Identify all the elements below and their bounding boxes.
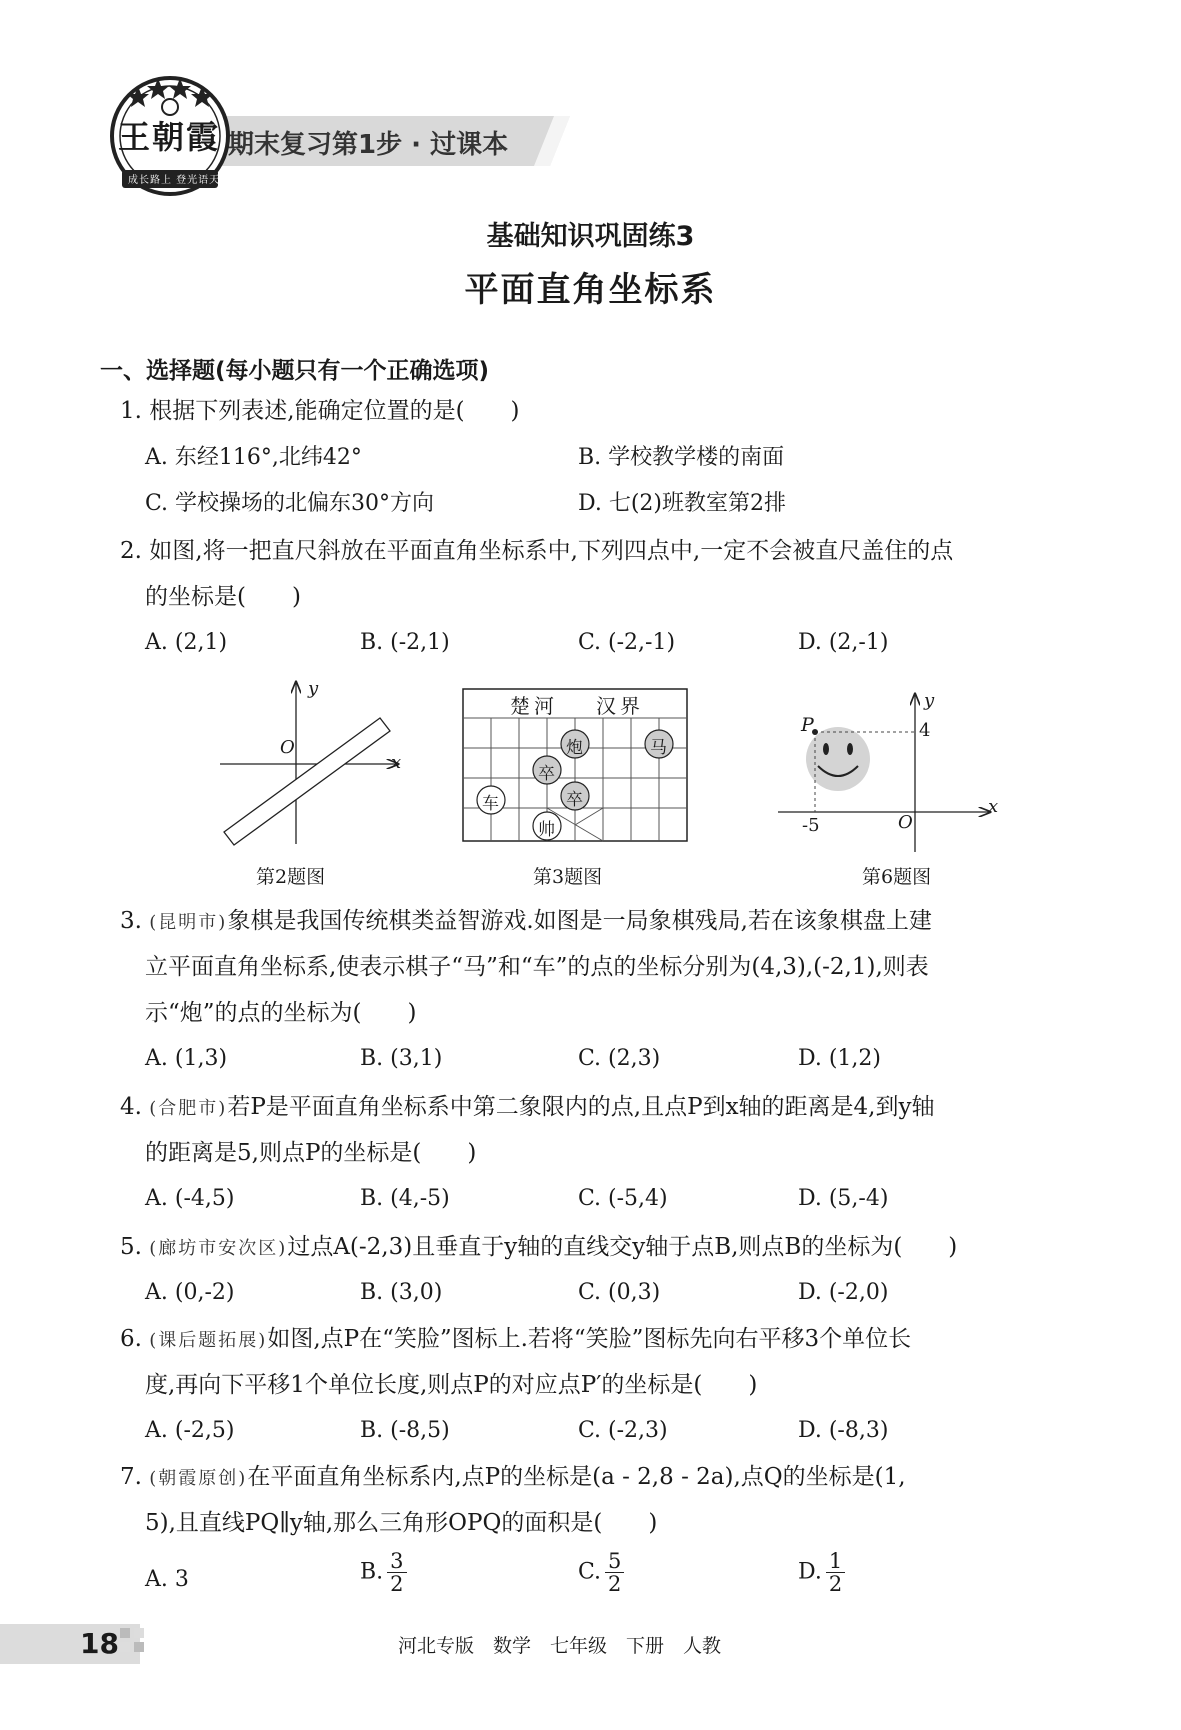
option-c: C. (0,3) <box>578 1280 661 1305</box>
question-stem: 1. 根据下列表述,能确定位置的是( ) <box>120 398 520 424</box>
fraction-denominator: 2 <box>608 1572 622 1596</box>
brand-slogan: 成长路上 登光语天 <box>128 175 221 186</box>
option-a: A. (-4,5) <box>145 1186 235 1211</box>
question-source: (廊坊市安次区) <box>149 1238 288 1259</box>
footer-info: 河北专版 数学 七年级 下册 人教 <box>398 1635 722 1657</box>
label-shuai: 帅 <box>538 820 555 840</box>
question-stem-cont: 立平面直角坐标系,使表示棋子“马”和“车”的点的坐标分别为(4,3),(-2,1),则表 <box>145 954 929 980</box>
section-heading: 一、选择题(每小题只有一个正确选项) <box>100 358 490 384</box>
option-d: D. (5,-4) <box>798 1186 889 1211</box>
figure-2-graph <box>210 676 410 856</box>
option-b: B. (-2,1) <box>360 630 450 655</box>
question-source: (合肥市) <box>149 1098 228 1119</box>
option-b: B. 学校教学楼的南面 <box>578 445 785 470</box>
label-zu-1: 卒 <box>538 764 555 784</box>
question-stem: 若P是平面直角坐标系中第二象限内的点,且点P到x轴的距离是4,到y轴 <box>227 1094 935 1120</box>
option-c: C. $\frac{5}{2}$ <box>578 1550 624 1595</box>
label-pao: 炮 <box>566 738 583 758</box>
option-c: C. (-2,-1) <box>578 630 676 655</box>
option-a: A. (0,-2) <box>145 1280 235 1305</box>
fig6-tick-x: -5 <box>802 815 820 836</box>
worksheet-subtitle: 基础知识巩固练3 <box>486 221 695 252</box>
option-a: A. (-2,5) <box>145 1418 235 1443</box>
question-source: (课后题拓展) <box>149 1330 268 1351</box>
option-a: A. (2,1) <box>145 630 228 655</box>
figure-6-caption: 第6题图 <box>862 866 932 888</box>
question-stem: 2. 如图,将一把直尺斜放在平面直角坐标系中,下列四点中,一定不会被直尺盖住的点 <box>120 538 954 564</box>
option-d: D. 七(2)班教室第2排 <box>578 491 787 516</box>
fraction-denominator: 2 <box>828 1572 843 1596</box>
question-stem: 过点A(-2,3)且垂直于y轴的直线交y轴于点B,则点B的坐标为( ) <box>287 1234 958 1260</box>
fig2-x-label: x <box>391 752 402 773</box>
option-b: B. (3,0) <box>360 1280 443 1305</box>
fig6-point-label: P <box>801 714 814 736</box>
option-b: B. (-8,5) <box>360 1418 450 1443</box>
option-b: B. (4,-5) <box>360 1186 450 1211</box>
option-c: C. (-2,3) <box>578 1418 668 1443</box>
option-b: B. (3,1) <box>360 1046 443 1071</box>
figure-3-chessboard <box>462 688 688 842</box>
question-stem-cont: 的坐标是( ) <box>145 584 301 610</box>
question-stem-cont: 5),且直线PQ∥y轴,那么三角形OPQ的面积是( ) <box>145 1510 658 1536</box>
option-a: A. (1,3) <box>145 1046 228 1071</box>
option-d: D. (2,-1) <box>798 630 889 655</box>
option-d: D. (-8,3) <box>798 1418 889 1443</box>
question-stem-cont: 的距离是5,则点P的坐标是( ) <box>145 1140 477 1166</box>
question-stem-cont: 示“炮”的点的坐标为( ) <box>145 1000 417 1026</box>
question-source: (朝霞原创) <box>149 1468 248 1489</box>
fraction-numerator: 3 <box>387 1550 406 1573</box>
question-source: (昆明市) <box>149 912 228 933</box>
fig2-origin-label: O <box>280 737 295 758</box>
question-stem-cont: 度,再向下平移1个单位长度,则点P的对应点P′的坐标是( ) <box>145 1372 758 1398</box>
label-che: 车 <box>482 794 499 814</box>
banner-text: 期末复习第1步 · 过课本 <box>228 130 509 160</box>
fig6-x-label: x <box>988 796 999 817</box>
option-c: C. (-5,4) <box>578 1186 668 1211</box>
fraction-numerator: 5 <box>605 1550 624 1573</box>
option-a: A. 3 <box>145 1567 189 1592</box>
fig6-origin-label: O <box>898 812 913 833</box>
label-zu-2: 卒 <box>566 790 583 810</box>
fraction-denominator: 2 <box>390 1572 404 1596</box>
question-stem: 象棋是我国传统棋类益智游戏.如图是一局象棋残局,若在该象棋盘上建 <box>227 908 932 934</box>
page-number: 18 <box>80 1627 119 1660</box>
page-tab-deco <box>118 1624 148 1664</box>
river-right: 汉界 <box>596 694 644 718</box>
question-stem: 在平面直角坐标系内,点P的坐标是(a - 2,8 - 2a),点Q的坐标是(1, <box>247 1464 906 1490</box>
figure-3-caption: 第3题图 <box>533 866 603 888</box>
figure-2-caption: 第2题图 <box>256 866 326 888</box>
fig6-y-label: y <box>924 690 935 711</box>
brand-name: 王朝霞 <box>118 118 221 156</box>
smiley-face <box>806 727 870 791</box>
option-b: B. $\frac{3}{2}$ <box>360 1550 407 1595</box>
page-title: 平面直角坐标系 <box>464 270 717 310</box>
option-d: D. $\frac{1}{2}$ <box>798 1550 845 1595</box>
ruler-shape <box>224 718 390 845</box>
fraction-numerator: 1 <box>826 1550 845 1573</box>
option-c: C. (2,3) <box>578 1046 661 1071</box>
option-a: A. 东经116°,北纬42° <box>145 445 362 470</box>
fig6-tick-y: 4 <box>919 720 931 741</box>
option-d: D. (1,2) <box>798 1046 881 1071</box>
river-left: 楚河 <box>510 694 558 718</box>
option-d: D. (-2,0) <box>798 1280 889 1305</box>
label-ma: 马 <box>650 738 667 758</box>
option-c: C. 学校操场的北偏东30°方向 <box>145 491 435 516</box>
fig2-y-label: y <box>308 678 319 699</box>
question-stem: 如图,点P在“笑脸”图标上.若将“笑脸”图标先向右平移3个单位长 <box>267 1326 912 1352</box>
